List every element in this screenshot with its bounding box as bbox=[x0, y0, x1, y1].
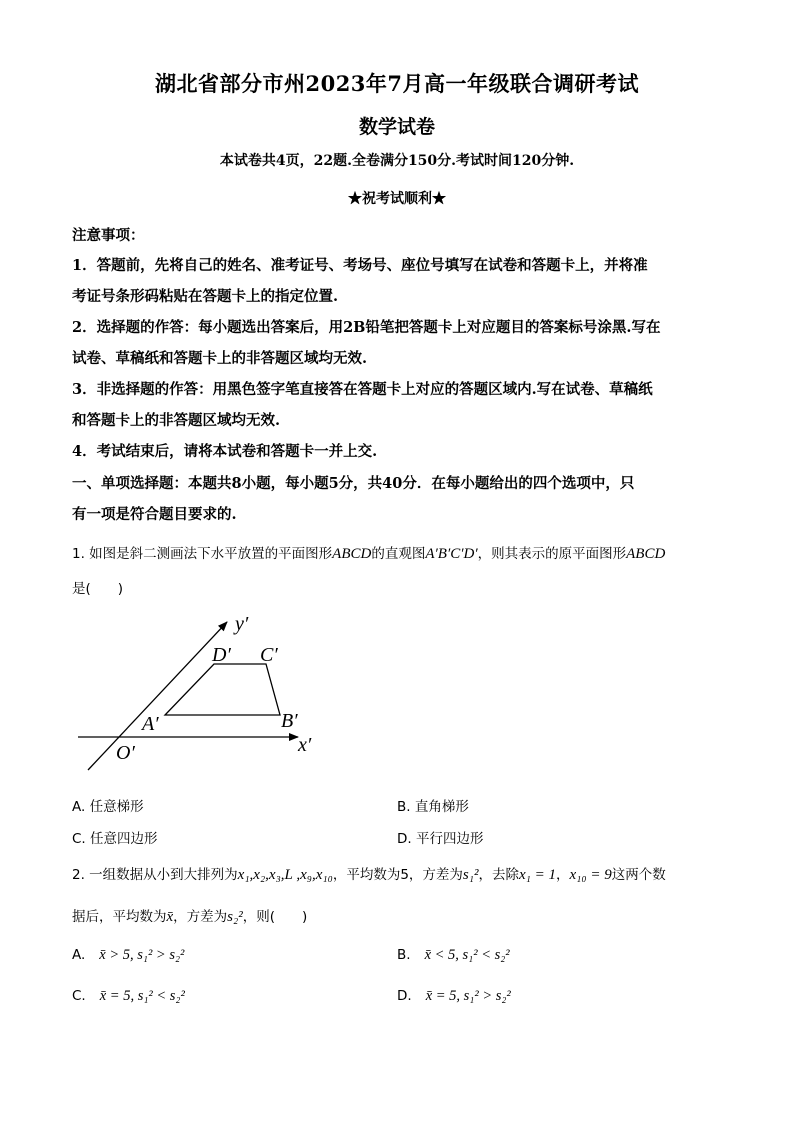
y-axis-label: y′ bbox=[235, 613, 249, 635]
q2-option-c[interactable]: C. x̄ = 5, s₁² < s₂² bbox=[72, 988, 185, 1004]
blessing: ★祝考试顺利★ bbox=[348, 191, 446, 207]
y-axis bbox=[88, 622, 227, 770]
exam-info: 本试卷共4页，22题.全卷满分150分.考试时间120分钟. bbox=[219, 153, 575, 169]
question-1-text: 1. 如图是斜二测画法下水平放置的平面图形ABCD的直观图A′B′C′D′，则其表示的原平面图形ABCD bbox=[72, 546, 666, 562]
question-2-text-line2: 据后，平均数为x̄，方差为s₂²，则( ) bbox=[72, 909, 308, 925]
q1-option-d[interactable]: D. 平行四边形 bbox=[397, 831, 484, 847]
q1-option-b[interactable]: B. 直角梯形 bbox=[397, 799, 469, 815]
notes-line: 1．答题前，先将自己的姓名、准考证号、考场号、座位号填写在试卷和答题卡上，并将准 bbox=[72, 257, 648, 274]
notes-line: 试卷、草稿纸和答题卡上的非答题区域均无效. bbox=[72, 350, 368, 367]
notes-line: 考证号条形码粘贴在答题卡上的指定位置. bbox=[72, 288, 339, 305]
oblique-projection-figure bbox=[70, 608, 330, 778]
x-axis-label: x′ bbox=[298, 734, 312, 756]
section-heading: 有一项是符合题目要求的. bbox=[72, 506, 237, 523]
q1-option-c[interactable]: C. 任意四边形 bbox=[72, 831, 158, 847]
exam-title: 湖北省部分市州2023年7月高一年级联合调研考试 bbox=[154, 71, 640, 96]
exam-subtitle: 数学试卷 bbox=[358, 116, 435, 138]
vertex-d-label: D′ bbox=[212, 644, 231, 666]
vertex-c-label: C′ bbox=[260, 644, 278, 666]
q2-option-d[interactable]: D. x̄ = 5, s₁² > s₂² bbox=[397, 988, 511, 1004]
notes-line: 3．非选择题的作答：用黑色签字笔直接答在答题卡上对应的答题区域内.写在试卷、草稿纸 bbox=[72, 381, 653, 398]
q1-option-a[interactable]: A. 任意梯形 bbox=[72, 799, 144, 815]
q2-option-a[interactable]: A. x̄ > 5, s₁² > s₂² bbox=[72, 947, 185, 963]
question-1-text-line2: 是( ) bbox=[72, 581, 124, 597]
trapezoid-ABCD bbox=[165, 664, 280, 715]
question-2-text: 2. 一组数据从小到大排列为x₁,x₂,x₃,L ,x₉,x₁₀，平均数为5，方差为s₁²，去除x₁ = 1，x₁₀ = 9这两个数 bbox=[72, 867, 666, 883]
q2-option-b[interactable]: B. x̄ < 5, s₁² < s₂² bbox=[397, 947, 510, 963]
vertex-a-label: A′ bbox=[142, 713, 159, 735]
vertex-b-label: B′ bbox=[281, 710, 298, 732]
section-heading: 一、单项选择题：本题共8小题，每小题5分，共40分．在每小题给出的四个选项中，只 bbox=[72, 475, 635, 492]
notes-line: 4．考试结束后，请将本试卷和答题卡一并上交. bbox=[72, 443, 378, 460]
notes-line: 2．选择题的作答：每小题选出答案后，用2B铅笔把答题卡上对应题目的答案标号涂黑.写在 bbox=[72, 319, 661, 336]
origin-label: O′ bbox=[116, 742, 135, 764]
notes-heading: 注意事项： bbox=[72, 227, 145, 244]
notes-line: 和答题卡上的非答题区域均无效. bbox=[72, 412, 281, 429]
